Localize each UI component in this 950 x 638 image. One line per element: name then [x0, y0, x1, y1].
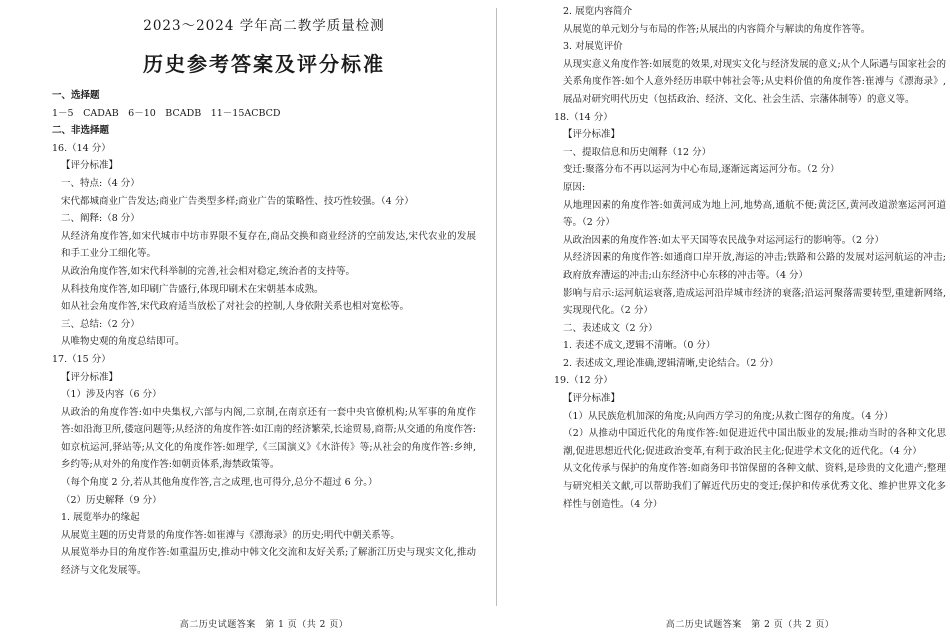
answer-line: （1）从民族危机加深的角度;从向西方学习的角度;从救亡图存的角度。（4 分） [563, 410, 894, 422]
document-title: 历史参考答案及评分标准 [143, 52, 385, 76]
answer-line: 1. 展览举办的缘起 [61, 512, 140, 524]
answer-line: （2）历史解释（9 分） [61, 494, 162, 506]
answer-line: 如从社会角度作答,宋代政府适当放松了对社会的控制,人身依附关系也相对宽松等。 [61, 301, 410, 313]
answer-line: 从经济角度作答,如宋代城市中坊市界限不复存在,商品交换和商业经济的空前发达,宋代农业的发展和手工业分工细化等。 [61, 230, 476, 260]
answer-line: 16.（14 分） [52, 142, 111, 154]
answer-line: 【评分标准】 [563, 393, 621, 405]
answer-line: 2. 展览内容简介 [563, 6, 633, 17]
answer-line: 从政治角度作答,如宋代科举制的完善,社会相对稳定,统治者的支持等。 [61, 265, 356, 277]
page-divider [496, 8, 497, 606]
answer-line: 从现实意义角度作答:如展览的效果,对现实文化与经济发展的意义;从个人际遇与国家社会的关系角度作答:如个人意外经历串联中韩社会等;从史料价值的角度作答:崔溥与《漂海录》,展品对研究明代历史（包括政治、经济、文化、社会生活、宗藩体制等）的意义等。 [563, 58, 946, 105]
answer-line: 从地理因素的角度作答:如黄河成为地上河,地势高,通航不便;黄泛区,黄河改道淤塞运河河道等。（2 分） [563, 199, 946, 229]
answer-line: 一、特点:（4 分） [61, 177, 140, 189]
answer-line: 从文化传承与保护的角度作答:如商务印书馆保留的各种文献、资料,是珍贵的文化遗产;整理与研究相关文献,可以帮助我们了解近代历史的变迁;保护和传承优秀文化、维护世界文化多样性与创造性。（4 分） [563, 463, 946, 510]
answer-line: 从政治的角度作答:如中央集权,六部与内阁,二京制,在南京还有一套中央官僚机构;从军事的角度作答:如沿海卫所,倭寇问题等;从经济的角度作答:如江南的经济繁荣,长途贸易,商帮;从交通的角度作答:如京杭运河,驿站等;从文化的角度作答:如理学,《三国演义》《水浒传》等;从社会的角度作答:乡绅,乡约等;从对外的角度作答:如朝贡体系,海禁政策等。 [61, 406, 476, 471]
page-2-footer: 高二历史试题答案 第 2 页（共 2 页） [665, 620, 835, 630]
answer-line: 影响与启示:运河航运衰落,造成运河沿岸城市经济的衰落;沿运河聚落需要转型,重建新网络,实现现代化。（2 分） [563, 287, 946, 317]
page-1-answer-list [52, 87, 476, 580]
answer-line: 一、选择题 [52, 90, 100, 101]
answer-line: 1. 表述不成文,逻辑不清晰。（0 分） [563, 340, 716, 352]
answer-line: 从展览主题的历史背景的角度作答:如崔溥与《漂海录》的历史;明代中朝关系等。 [61, 529, 400, 541]
page-2-answer-list [554, 3, 946, 513]
answer-line: 二、表述成文（2 分） [563, 322, 658, 334]
answer-line: 从政治因素的角度作答:如太平天国等农民战争对运河运行的影响等。（2 分） [563, 234, 885, 246]
answer-line: 17.（15 分） [52, 353, 111, 365]
answer-line: 【评分标准】 [61, 371, 119, 383]
answer-line: 宋代都城商业广告发达;商业广告类型多样;商业广告的策略性、技巧性较强。（4 分） [61, 195, 414, 207]
answer-line: 【评分标准】 [563, 129, 621, 141]
answer-line: （1）涉及内容（6 分） [61, 389, 162, 401]
answer-line: 19.（12 分） [554, 375, 613, 387]
page-1-footer: 高二历史试题答案 第 1 页（共 2 页） [179, 620, 349, 630]
answer-line: 1－5 CADAB 6－10 BCADB 11－15ACBCD [52, 107, 281, 119]
answer-line: 一、提取信息和历史阐释（12 分） [563, 146, 712, 158]
answer-line: 【评分标准】 [61, 160, 119, 172]
answer-line: 二、阐释:（8 分） [61, 213, 140, 225]
answer-line: 3. 对展览评价 [563, 41, 623, 53]
answer-line: 原因: [563, 181, 586, 193]
answer-line: 从科技角度作答,如印刷广告盛行,体现印刷术在宋朝基本成熟。 [61, 283, 324, 295]
exam-title: 2023～2024 学年高二教学质量检测 [143, 18, 385, 34]
page-2-content [554, 0, 946, 513]
answer-page-2 [500, 0, 950, 638]
page-1-content [52, 0, 476, 580]
answer-line: 从唯物史观的角度总结即可。 [61, 336, 185, 348]
answer-line: 从展览的单元划分与布局的作答;从展出的内容简介与解读的角度作答等。 [563, 23, 871, 35]
answer-line: （每个角度 2 分,若从其他角度作答,言之成理,也可得分,总分不超过 6 分。） [61, 477, 378, 489]
answer-line: 18.（14 分） [554, 111, 613, 123]
answer-line: 变迁:聚落分布不再以运河为中心布局,逐渐远离运河分布。（2 分） [563, 164, 840, 176]
answer-line: 三、总结:（2 分） [61, 318, 140, 330]
answer-line: 从经济因素的角度作答:如通商口岸开放,海运的冲击;铁路和公路的发展对运河航运的冲击;政府放弃漕运的冲击;山东经济中心东移的冲击等。（4 分） [563, 252, 946, 281]
answer-line: 从展览举办目的角度作答:如重温历史,推动中韩文化交流和友好关系;了解浙江历史与现实文化,推动经济与文化发展等。 [61, 547, 476, 577]
answer-line: 2. 表述成文,理论准确,逻辑清晰,史论结合。（2 分） [563, 357, 779, 369]
answer-line: （2）从推动中国近代化的角度作答:如促进近代中国出版业的发展;推动当时的各种文化思潮,促进思想近代化;促进政治变革,有利于政治民主化;促进学术文化的近代化。（4 分） [563, 428, 946, 457]
answer-line: 二、非选择题 [52, 125, 110, 137]
